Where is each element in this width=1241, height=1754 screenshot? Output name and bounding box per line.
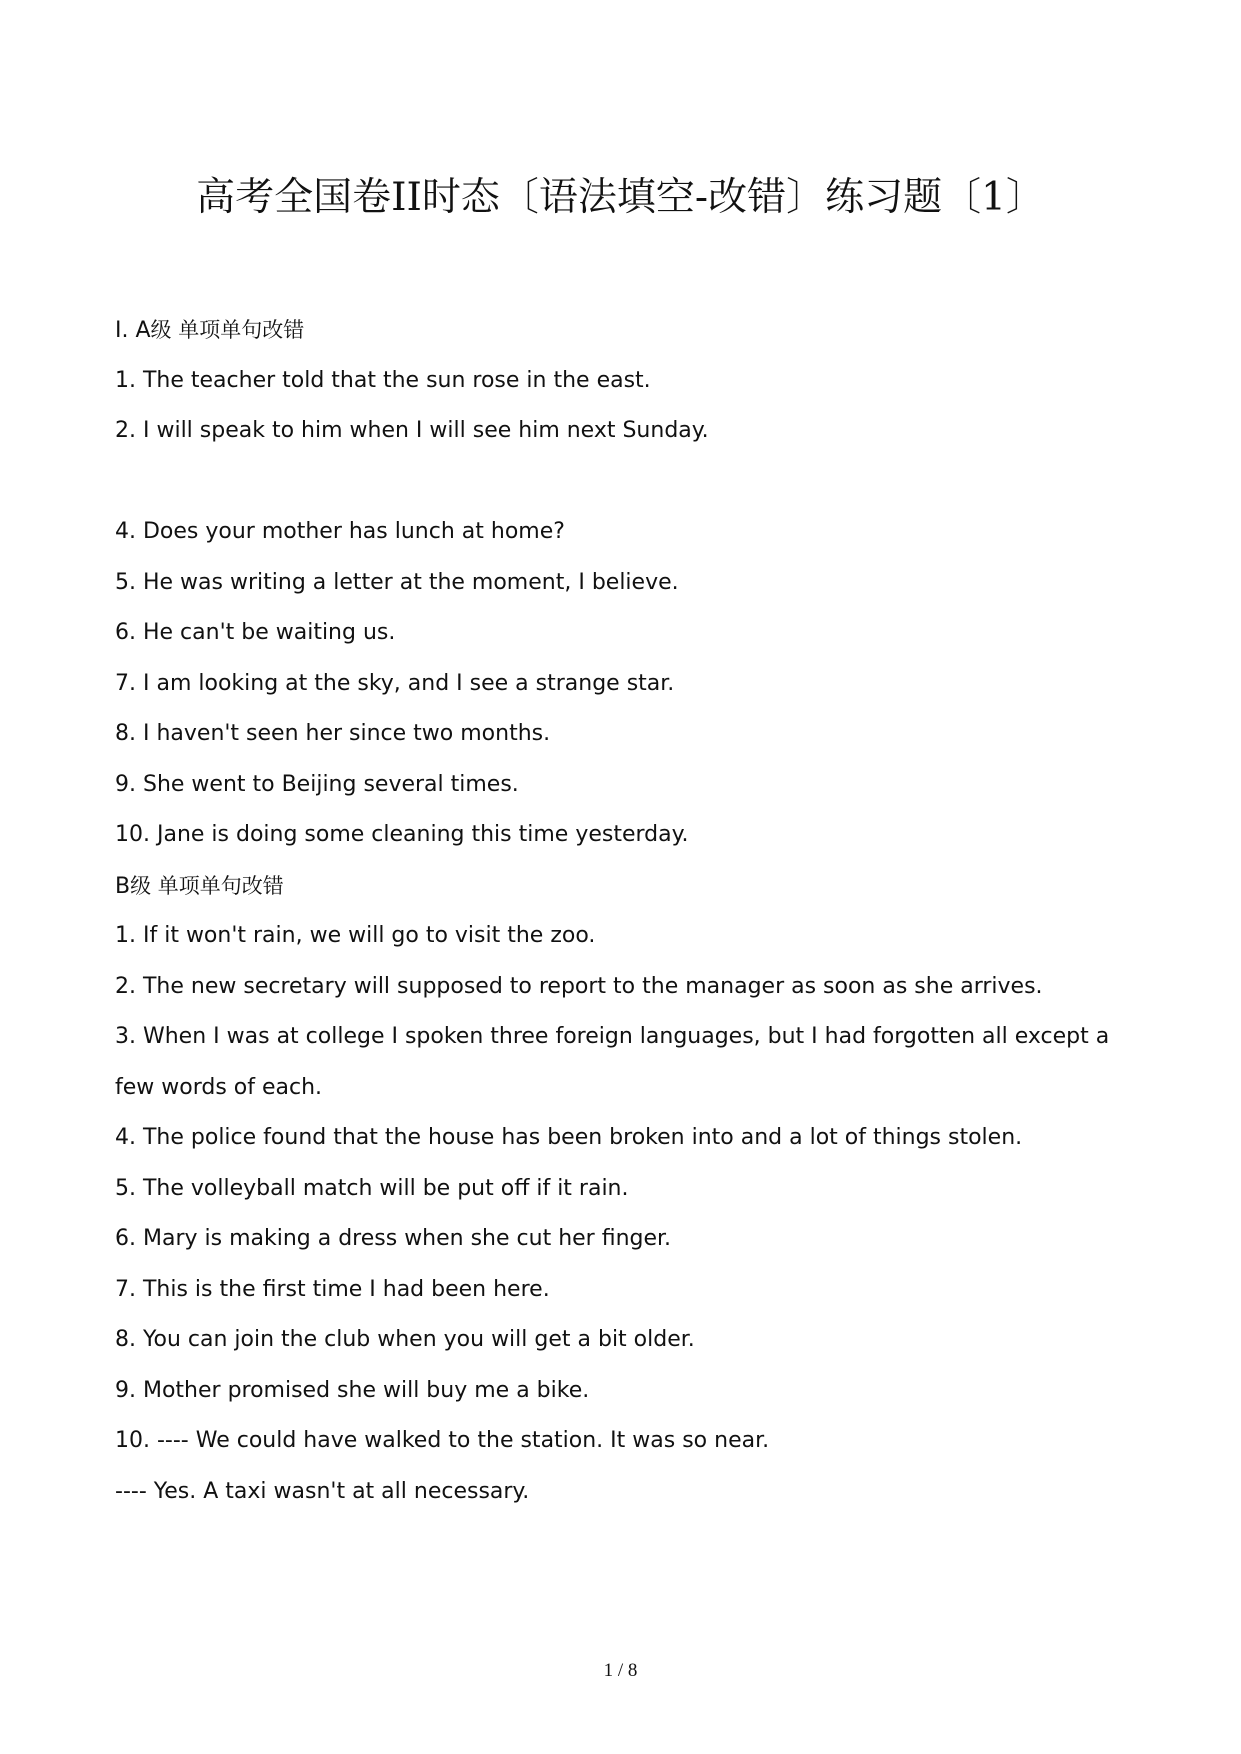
section-b-item-1: 1. If it won't rain, we will go to visit the zoo. bbox=[115, 923, 596, 948]
section-a-item-10: 10. Jane is doing some cleaning this time yesterday. bbox=[115, 822, 689, 847]
section-b-item-7: 7. This is the first time I had been here. bbox=[115, 1276, 550, 1302]
section-a-item-1: 1. The teacher told that the sun rose in the east. bbox=[115, 367, 651, 393]
section-a-item-4: 4. Does your mother has lunch at home? bbox=[115, 519, 565, 544]
section-a-item-7: 7. I am looking at the sky, and I see a strange star. bbox=[115, 670, 675, 696]
section-a-heading bbox=[115, 305, 1125, 356]
section-a-item-8: 8. I haven't seen her since two months. bbox=[115, 721, 551, 746]
section-b-item-9: 9. Mother promised she will buy me a bike. bbox=[115, 1377, 590, 1403]
section-a-label: I. A bbox=[115, 318, 151, 343]
page-title: 高考全国卷II时态〔语法填空-改错〕练习题〔1〕 bbox=[196, 175, 1045, 220]
section-b-item-3: 3. When I was at college I spoken three foreign languages, but I had forgotten all except a few words of each. bbox=[115, 1024, 1110, 1100]
section-b-label: B bbox=[115, 873, 131, 899]
section-a-item-6: 6. He can't be waiting us. bbox=[115, 620, 396, 645]
blank-line bbox=[115, 457, 1125, 508]
section-b-heading bbox=[115, 861, 1125, 912]
page-number: 1 / 8 bbox=[603, 1660, 638, 1681]
section-a-item-9: 9. She went to Beijing several times. bbox=[115, 771, 519, 797]
section-b-item-6: 6. Mary is making a dress when she cut her finger. bbox=[115, 1226, 672, 1251]
section-a-title: 级 单项单句改错 bbox=[150, 318, 305, 342]
section-b-item-5: 5. The volleyball match will be put off if it rain. bbox=[115, 1175, 629, 1201]
section-b-title: 级 单项单句改错 bbox=[130, 873, 284, 898]
section-b-item-2: 2. The new secretary will supposed to report to the manager as soon as she arrives. bbox=[115, 973, 1043, 999]
section-b-item-4: 4. The police found that the house has been broken into and a lot of things stolen. bbox=[115, 1125, 1023, 1150]
section-a-item-5: 5. He was writing a letter at the moment, I believe. bbox=[115, 569, 679, 595]
section-b-item-10: 10. ---- We could have walked to the station. It was so near. bbox=[115, 1428, 770, 1453]
section-a-item-2: 2. I will speak to him when I will see him next Sunday. bbox=[115, 418, 709, 443]
section-b-item-10-reply: ---- Yes. A taxi wasn't at all necessary. bbox=[115, 1478, 530, 1504]
exercise-content bbox=[115, 305, 1125, 1517]
section-b-item-8: 8. You can join the club when you will get a bit older. bbox=[115, 1327, 695, 1352]
